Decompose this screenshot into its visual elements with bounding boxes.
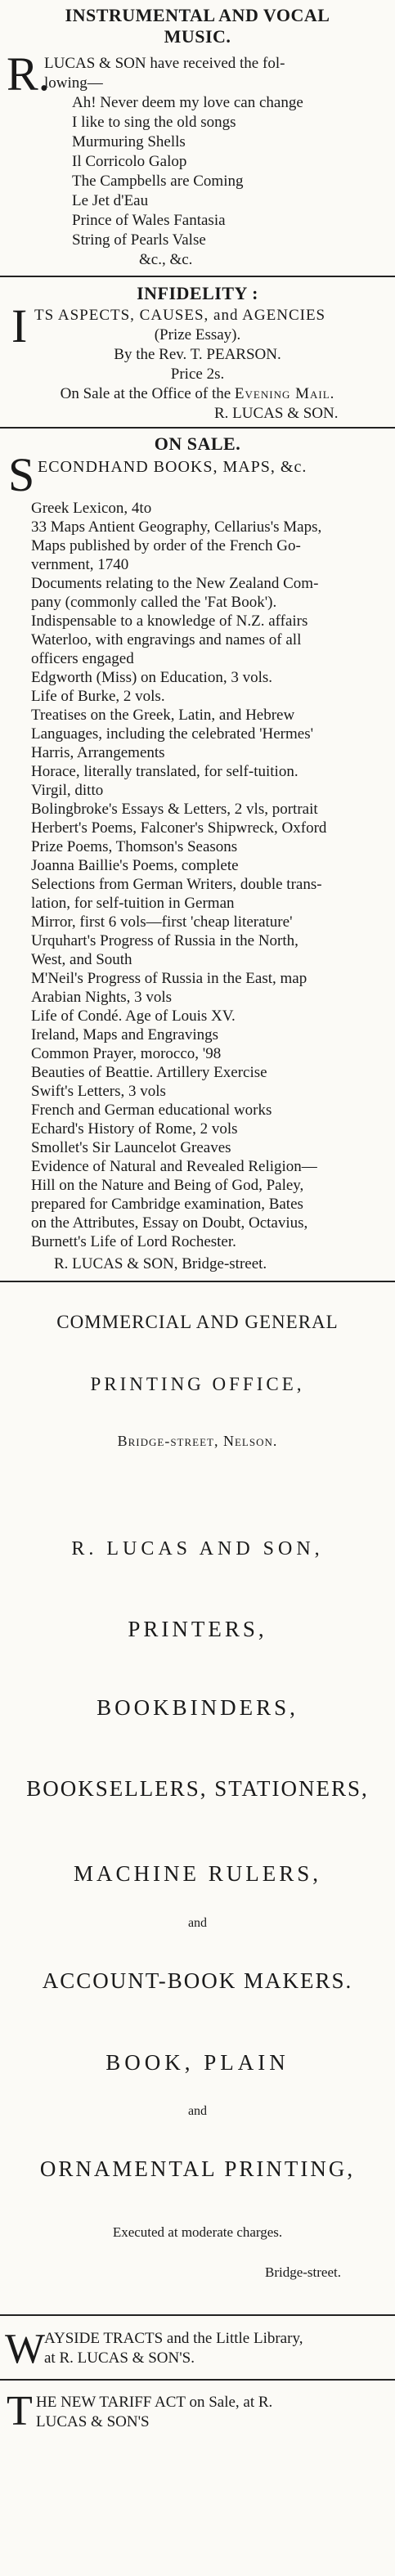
trade-machine-rulers: MACHINE RULERS, <box>73 1861 321 1886</box>
music-heading-line2: MUSIC. <box>164 26 231 47</box>
book-item: Urquhart's Progress of Russia in the North, <box>31 932 298 949</box>
book-item: Herbert's Poems, Falconer's Shipwreck, Oxford <box>31 819 327 837</box>
trade-bookbinders: BOOKBINDERS, <box>97 1695 298 1720</box>
book-item: Hill on the Nature and Being of God, Paley, <box>31 1177 304 1194</box>
music-item: Prince of Wales Fantasia <box>72 212 226 229</box>
books-subheading: ECONDHAND BOOKS, MAPS, &c. <box>38 458 307 476</box>
evening-mail-name: Evening Mail. <box>234 385 335 402</box>
printing-line1: COMMERCIAL AND GENERAL <box>56 1312 339 1332</box>
book-item: Joanna Baillie's Poems, complete <box>31 857 239 874</box>
trade-printers: PRINTERS, <box>128 1617 267 1641</box>
book-item: pany (commonly called the 'Fat Book'). <box>31 594 277 611</box>
tariff-line2: LUCAS & SON'S <box>36 2413 150 2430</box>
divider <box>0 276 395 277</box>
firm-name: R. LUCAS AND SON, <box>71 1538 324 1560</box>
book-item: Beauties of Beattie. Artillery Exercise <box>31 1064 267 1081</box>
book-item: Indispensable to a knowledge of N.Z. affairs <box>31 613 308 630</box>
ornamental-printing: ORNAMENTAL PRINTING, <box>39 2156 356 2181</box>
book-item: Life of Burke, 2 vols. <box>31 688 165 705</box>
infidelity-signoff: R. LUCAS & SON. <box>214 405 339 422</box>
and-connector: and <box>187 2104 208 2118</box>
book-item: Arabian Nights, 3 vols <box>31 989 173 1006</box>
book-item: Waterloo, with engravings and names of all <box>31 631 302 648</box>
book-item: on the Attributes, Essay on Doubt, Octavius, <box>31 1214 308 1232</box>
printing-street: Bridge-street. <box>265 2264 341 2280</box>
divider <box>0 2314 395 2316</box>
book-item: Ireland, Maps and Engravings <box>31 1026 218 1043</box>
music-heading-line1: INSTRUMENTAL AND VOCAL <box>65 5 330 25</box>
trade-booksellers-stationers: BOOKSELLERS, STATIONERS, <box>26 1776 369 1801</box>
book-item: Life of Condé. Age of Louis XV. <box>31 1008 236 1025</box>
book-item: Greek Lexicon, 4to <box>31 500 152 517</box>
books-drop-cap: S <box>8 448 35 501</box>
executed-line: Executed at moderate charges. <box>112 2224 283 2240</box>
book-item: officers engaged <box>31 650 134 667</box>
infidelity-author: By the Rev. T. PEARSON. <box>114 346 281 363</box>
and-connector: and <box>187 1916 208 1930</box>
books-heading: ON SALE. <box>154 433 241 454</box>
book-item: Maps published by order of the French Go- <box>31 537 301 554</box>
book-item: M'Neil's Progress of Russia in the East, map <box>31 970 307 987</box>
printing-line2: PRINTING OFFICE, <box>90 1374 305 1394</box>
books-signoff: R. LUCAS & SON, Bridge-street. <box>54 1255 267 1272</box>
music-item: &c., &c. <box>139 251 193 268</box>
divider <box>0 427 395 429</box>
book-item: Mirror, first 6 vols—first 'cheap literature' <box>31 913 293 931</box>
book-item: Evidence of Natural and Revealed Religion— <box>31 1158 317 1175</box>
book-item: 33 Maps Antient Geography, Cellarius's Maps, <box>31 518 322 536</box>
music-intro-line2: lowing— <box>44 74 103 92</box>
book-item: West, and South <box>31 951 132 968</box>
divider <box>0 2379 395 2381</box>
music-item: Il Corricolo Galop <box>72 153 187 170</box>
tariff-line1: HE NEW TARIFF ACT on Sale, at R. <box>36 2394 273 2411</box>
trade-account-book-makers: ACCOUNT-BOOK MAKERS. <box>42 1968 353 1993</box>
book-item: vernment, 1740 <box>31 556 129 573</box>
book-item: Prize Poems, Thomson's Seasons <box>31 838 238 855</box>
music-item: I like to sing the old songs <box>72 114 236 131</box>
book-item: Smollet's Sir Launcelot Greaves <box>31 1139 231 1156</box>
infidelity-on-sale: On Sale at the Office of the Evening Mail. <box>60 385 335 402</box>
wayside-line2: at R. LUCAS & SON'S. <box>44 2349 195 2367</box>
book-item: Echard's History of Rome, 2 vols <box>31 1120 238 1138</box>
music-intro-line1: LUCAS & SON have received the fol- <box>44 55 285 72</box>
music-item: Ah! Never deem my love can change <box>72 94 303 111</box>
book-item: Burnett's Life of Lord Rochester. <box>31 1233 236 1250</box>
book-item: Virgil, ditto <box>31 782 104 799</box>
book-item: Common Prayer, morocco, '98 <box>31 1045 222 1062</box>
music-item: Le Jet d'Eau <box>72 192 149 209</box>
book-item: French and German educational works <box>31 1102 272 1119</box>
music-item: Murmuring Shells <box>72 133 186 150</box>
printing-address: Bridge-street, Nelson. <box>117 1433 278 1449</box>
book-item: prepared for Cambridge examination, Bates <box>31 1196 303 1213</box>
book-item: Edgworth (Miss) on Education, 3 vols. <box>31 669 273 686</box>
infidelity-price: Price 2s. <box>170 366 225 383</box>
book-item: Swift's Letters, 3 vols <box>31 1083 166 1100</box>
book-item: Languages, including the celebrated 'Hermes' <box>31 725 314 743</box>
book-item: Treatises on the Greek, Latin, and Hebrew <box>31 707 295 724</box>
music-item: String of Pearls Valse <box>72 231 206 249</box>
music-drop-cap: R. <box>7 47 51 101</box>
book-item: Selections from German Writers, double trans- <box>31 876 322 893</box>
infidelity-line1: TS ASPECTS, CAUSES, and AGENCIES <box>34 307 326 324</box>
tariff-drop-cap: T <box>7 2388 33 2435</box>
book-item: Horace, literally translated, for self-tuition. <box>31 763 298 780</box>
book-item: lation, for self-tuition in German <box>31 895 235 912</box>
wayside-drop-cap: W <box>5 2326 46 2372</box>
book-plain: BOOK, PLAIN <box>105 2050 290 2075</box>
infidelity-heading: INFIDELITY : <box>137 283 258 303</box>
book-item: Bolingbroke's Essays & Letters, 2 vls, portrait <box>31 801 318 818</box>
infidelity-line2: (Prize Essay). <box>154 326 241 343</box>
wayside-line1: AYSIDE TRACTS and the Little Library, <box>44 2330 303 2347</box>
music-item: The Campbells are Coming <box>72 173 244 190</box>
infidelity-drop-cap: I <box>11 299 28 352</box>
book-item: Documents relating to the New Zealand Com- <box>31 575 319 592</box>
divider <box>0 1281 395 1282</box>
book-item: Harris, Arrangements <box>31 744 165 761</box>
